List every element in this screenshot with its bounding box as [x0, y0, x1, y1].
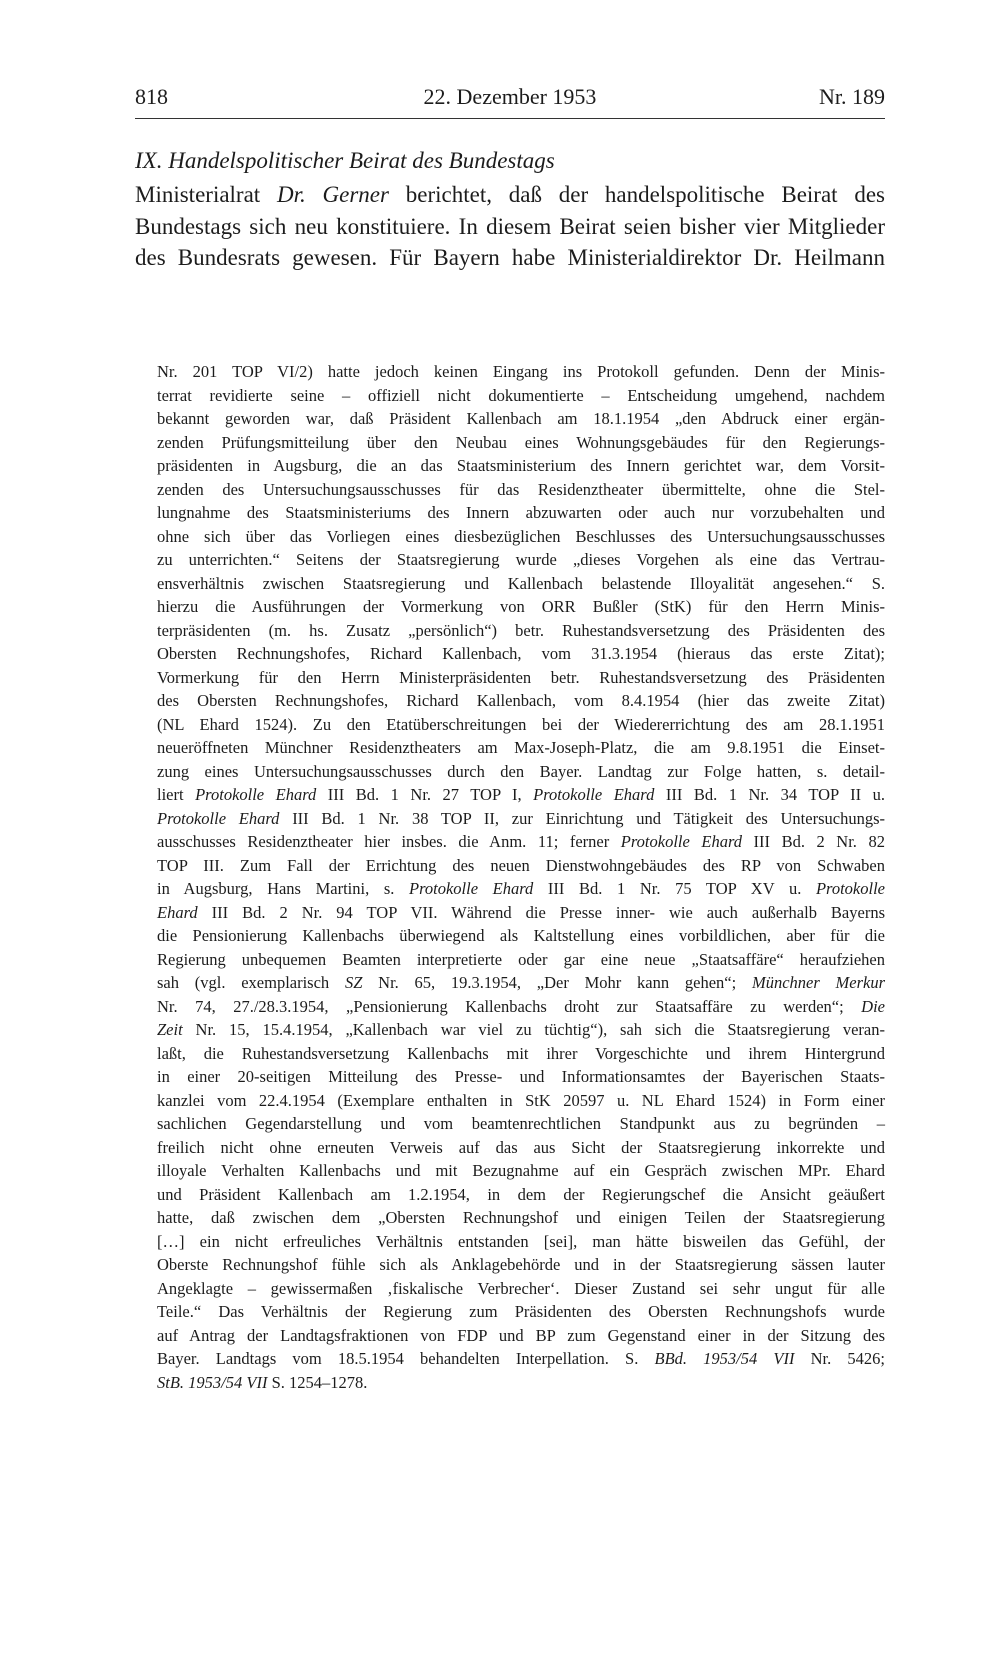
footnote-line: Ehard III Bd. 2 Nr. 94 TOP VII. Während die Presse inner- wie auch außerhalb Bayerns	[157, 902, 885, 922]
footnote-line: (NL Ehard 1524). Zu den Etatüberschreitungen bei der Wiedererrichtung des am 28.1.1951	[157, 714, 885, 734]
italic-reference: Ehard	[157, 902, 198, 922]
footnote-line: Teile.“ Das Verhältnis der Regierung zum Präsidenten des Obersten Rechnungshofs wurde	[157, 1302, 885, 1321]
footnote-line: Regierung unbequemen Beamten interpretierte oder gar eine neue „Staatsaffäre“ heraufziehen	[157, 949, 885, 969]
footnote-line: sachlichen Gegendarstellung und vom beamtenrechtlichen Standpunkt aus zu begründen –	[157, 1114, 885, 1133]
footnote-line: in einer 20-seitigen Mitteilung des Presse- und Informationsamtes der Bayerischen Staats-	[157, 1067, 885, 1086]
footnote-line: terrat revidierte seine – offiziell nicht dokumentierte – Entscheidung umgehend, nachdem	[157, 385, 885, 405]
italic-reference: Dr. Gerner	[276, 182, 389, 207]
italic-reference: Protokolle Ehard	[157, 808, 280, 828]
italic-reference: Zeit	[157, 1020, 183, 1039]
italic-reference: Protokolle Ehard	[408, 879, 534, 898]
footnote-line: bekannt geworden war, daß Präsident Kallenbach am 18.1.1954 „den Abdruck einer ergän-	[157, 409, 885, 428]
running-header	[135, 82, 885, 119]
footnote-line: ohne sich über das Vorliegen eines diesbezüglichen Beschlusses des Untersuchungsausschusses	[157, 526, 885, 546]
italic-reference: Münchner Merkur	[751, 973, 886, 992]
footnote-line: Oberste Rechnungshof fühle sich als Anklagebehörde und in der Staatsregierung sässen lauter	[157, 1255, 885, 1274]
footnote-line: terpräsidenten (m. hs. Zusatz „persönlich“) betr. Ruhestandsversetzung des Präsidenten des	[157, 620, 885, 640]
footnote-line: laßt, die Ruhestandsversetzung Kallenbachs mit ihrer Vorgeschichte und ihrem Hintergrund	[157, 1043, 885, 1063]
footnote-line: des Obersten Rechnungshofes, Richard Kallenbach, vom 8.4.1954 (hier das zweite Zitat)	[157, 691, 885, 710]
footnote-line: TOP III. Zum Fall der Errichtung des neuen Dienstwohngebäudes des RP von Schwaben	[157, 855, 885, 875]
footnote-line: neueröffneten Münchner Residenztheaters am Max-Joseph-Platz, die am 9.8.1951 die Einset-	[157, 738, 885, 757]
footnote-line: Angeklagte – gewissermaßen ‚fiskalische Verbrecher‘. Dieser Zustand sei sehr ungut für alle	[157, 1278, 885, 1298]
document-number: Nr. 189	[819, 84, 885, 109]
footnote-line: hatte, daß zwischen dem „Obersten Rechnungshof und einigen Teilen der Staatsregierung	[157, 1208, 885, 1227]
footnote-line: illoyale Verhalten Kallenbachs und mit Bezugnahme auf ein Gespräch zwischen MPr. Ehard	[157, 1161, 885, 1180]
footnote-line: freilich nicht ohne erneuten Verweis auf das aus Sicht der Staatsregierung inkorrekte und	[157, 1137, 885, 1157]
footnote-line: zenden Prüfungsmitteilung über den Neubau eines Wohnungsgebäudes für den Regierungs-	[157, 432, 885, 452]
footnote-line: Nr. 74, 27./28.3.1954, „Pensionierung Kallenbachs droht zur Staatsaffäre zu werden“; Die	[157, 996, 885, 1016]
footnote-line: […] ein nicht erfreuliches Verhältnis entstanden [sei], man hätte bisweilen das Gefühl, der	[157, 1231, 885, 1251]
footnote-line: zu unterrichten.“ Seitens der Staatsregierung wurde „dieses Vorgehen als eine das Vertrau-	[157, 550, 885, 569]
italic-reference: Protokolle Ehard	[620, 832, 743, 851]
footnote-line: liert Protokolle Ehard III Bd. 1 Nr. 27 TOP I, Protokolle Ehard III Bd. 1 Nr. 34 TOP II u.	[157, 785, 885, 804]
footnote-line: hierzu die Ausführungen der Vormerkung von ORR Bußler (StK) für den Herrn Minis-	[157, 597, 885, 616]
italic-reference: StB. 1953/54 VII	[157, 1372, 268, 1392]
footnote-line: auf Antrag der Landtagsfraktionen von FDP und BP zum Gegenstand einer in der Sitzung des	[157, 1325, 885, 1345]
italic-reference: Die	[861, 996, 885, 1016]
italic-reference: SZ	[344, 973, 363, 992]
footnote-line: präsidenten in Augsburg, die an das Staatsministerium des Innern gerichtet war, dem Vorsit-	[157, 456, 885, 475]
italic-reference: BBd. 1953/54 VII	[654, 1349, 795, 1368]
footnote-line: sah (vgl. exemplarisch SZ Nr. 65, 19.3.1954, „Der Mohr kann gehen“; Münchner Merkur	[157, 973, 886, 992]
footnote-line: Obersten Rechnungshofes, Richard Kallenbach, vom 31.3.1954 (hieraus das erste Zitat);	[157, 644, 885, 663]
footnote-line: lungnahme des Staatsministeriums des Innern abzuwarten oder auch nur vorzubehalten und	[157, 503, 885, 522]
footnote-line: die Pensionierung Kallenbachs überwiegend als Kaltstellung eines vorbildlichen, aber für die	[157, 926, 885, 945]
footnote-line: Protokolle Ehard III Bd. 1 Nr. 38 TOP II, zur Einrichtung und Tätigkeit des Untersuchungs-	[157, 808, 885, 828]
footnote-line: zenden des Untersuchungsausschusses für das Residenztheater übermittelte, ohne die Stel-	[157, 479, 885, 499]
body-line: des Bundesrats gewesen. Für Bayern habe Ministerialdirektor Dr. Heilmann	[135, 245, 885, 270]
footnote-line: kanzlei vom 22.4.1954 (Exemplare enthalten in StK 20597 u. NL Ehard 1524) in Form einer	[157, 1090, 885, 1110]
italic-reference: Protokolle	[815, 879, 885, 898]
footnote-line: ensverhältnis zwischen Staatsregierung und Kallenbach belastende Illoyalität angesehen.“ S.	[157, 573, 885, 593]
footnote-line: StB. 1953/54 VII S. 1254–1278.	[157, 1372, 368, 1392]
footnote-line: zung eines Untersuchungsausschusses durch den Bayer. Landtag zur Folge hatten, s. detail-	[157, 761, 885, 781]
header-date: 22. Dezember 1953	[423, 84, 597, 109]
body-line: Ministerialrat Dr. Gerner berichtet, daß der handelspolitische Beirat des	[135, 182, 886, 207]
footnote-line: Zeit Nr. 15, 15.4.1954, „Kallenbach war viel zu tüchtig“), sah sich die Staatsregierung veran-	[157, 1020, 885, 1039]
footnote-line: Bayer. Landtags vom 18.5.1954 behandelten Interpellation. S. BBd. 1953/54 VII Nr. 5426;	[157, 1349, 885, 1368]
footnote-line: Nr. 201 TOP VI/2) hatte jedoch keinen Eingang ins Protokoll gefunden. Denn der Minis-	[157, 362, 885, 381]
body-line: Bundestags sich neu konstituiere. In diesem Beirat seien bisher vier Mitglieder	[135, 213, 885, 239]
italic-reference: Protokolle Ehard	[195, 785, 317, 804]
footnote-line: Vormerkung für den Herrn Ministerpräsidenten betr. Ruhestandsversetzung des Präsidenten	[157, 667, 885, 687]
page-number: 818	[135, 84, 168, 109]
footnote-line: ausschusses Residenztheater hier insbes. die Anm. 11; ferner Protokolle Ehard III Bd. 2 Nr. 82	[157, 832, 885, 851]
section-heading: IX. Handelspolitischer Beirat des Bundestags	[135, 148, 555, 173]
footnote-line: und Präsident Kallenbach am 1.2.1954, in dem der Regierungschef die Ansicht geäußert	[157, 1184, 885, 1204]
footnote-line: in Augsburg, Hans Martini, s. Protokolle Ehard III Bd. 1 Nr. 75 TOP XV u. Protokolle	[157, 879, 885, 898]
italic-reference: Protokolle Ehard	[533, 785, 655, 804]
